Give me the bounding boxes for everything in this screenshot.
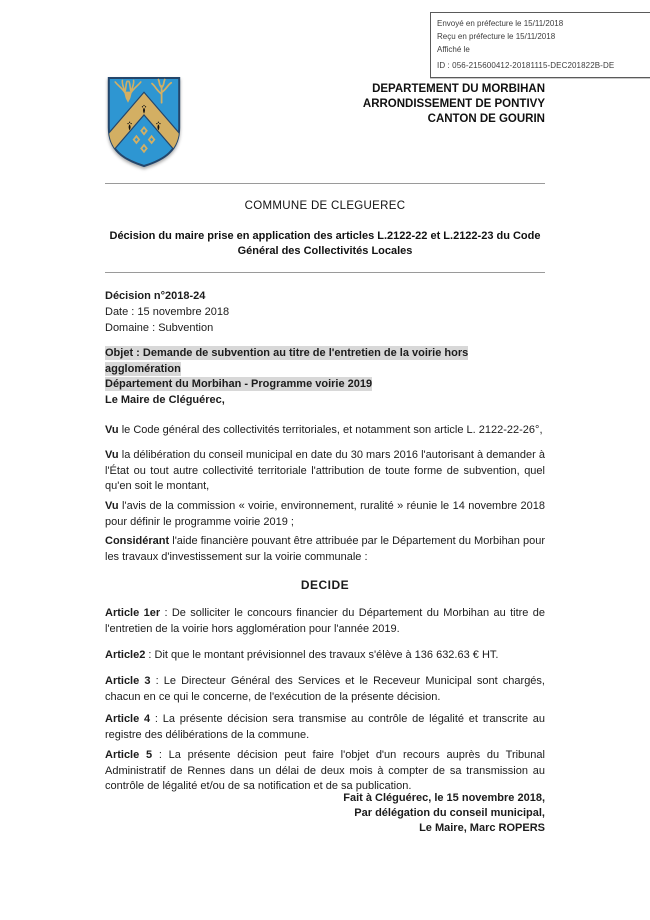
considerant-lead: Considérant <box>105 535 170 547</box>
article-5 <box>105 748 545 795</box>
article-1-text: : De solliciter le concours financier du Département du Morbihan au titre de l'entretien de la voirie hors agglomération pour l'année 2019. <box>105 607 546 635</box>
vu-paragraph-1 <box>105 423 545 439</box>
stamp-received-line: Reçu en préfecture le 15/11/2018 <box>437 32 556 41</box>
article-3-text: : Le Directeur Général des Services et le Receveur Municipal sont chargés, chacun en ce qui le concerne, de l'exécution de la présente décision. <box>105 675 545 703</box>
article-1-lead: Article 1er <box>105 607 161 619</box>
vu-text-1: le Code général des collectivités territoriales, et notamment son article L. 2122-22-26°, <box>118 424 543 436</box>
article-5-text: : La présente décision peut faire l'objet d'un recours auprès du Tribunal Administratif de Rennes dans un délai de deux mois à compter de sa transmission au contrôle de légalité et/ou de sa notification et de sa publication. <box>105 749 545 792</box>
decision-domain: Domaine : Subvention <box>105 322 214 334</box>
decision-object <box>105 346 547 393</box>
considerant-paragraph <box>105 534 545 565</box>
vu-paragraph-2 <box>105 448 545 495</box>
considerant-text: l'aide financière pouvant être attribuée par le Département du Morbihan pour les travaux d'investissement sur la voirie communale : <box>105 535 545 563</box>
stamp-posted-line: Affiché le <box>437 45 470 54</box>
document-subtitle <box>105 229 545 259</box>
article-3-lead: Article 3 <box>105 675 151 687</box>
subtitle-line-2: Général des Collectivités Locales <box>237 245 413 257</box>
vu-lead-2: Vu <box>105 449 119 461</box>
stamp-sent-line: Envoyé en préfecture le 15/11/2018 <box>437 19 564 28</box>
commune-title: COMMUNE DE CLEGUEREC <box>244 200 406 212</box>
vu-text-3: l'avis de la commission « voirie, environnement, ruralité » réunie le 14 novembre 2018 pour définir le programme voirie 2019 ; <box>105 500 545 528</box>
department-line: DEPARTEMENT DU MORBIHAN <box>372 83 545 95</box>
article-4-text: : La présente décision sera transmise au contrôle de légalité et transcrite au registre des délibérations de la commune. <box>105 713 545 741</box>
horizontal-rule-top <box>105 183 545 184</box>
object-line-2: Département du Morbihan - Programme voirie 2019 <box>105 378 373 390</box>
signature-name: Le Maire, Marc ROPERS <box>419 822 545 834</box>
signature-place-date: Fait à Cléguérec, le 15 novembre 2018, <box>343 792 545 804</box>
article-5-lead: Article 5 <box>105 749 153 761</box>
canton-line: CANTON DE GOURIN <box>427 113 545 125</box>
stamp-id-line: ID : 056-215600412-20181115-DEC201822B-DE <box>437 61 615 70</box>
article-2-text: : Dit que le montant prévisionnel des travaux s'élève à 136 632.63 € HT. <box>145 649 499 661</box>
article-4-lead: Article 4 <box>105 713 151 725</box>
decision-date: Date : 15 novembre 2018 <box>105 306 230 318</box>
signature-block <box>105 791 545 836</box>
decision-number: Décision n°2018-24 <box>105 290 206 302</box>
subtitle-line-1: Décision du maire prise en application des articles L.2122-22 et L.2122-23 du Code <box>109 230 541 242</box>
article-4 <box>105 712 545 743</box>
vu-text-2: la délibération du conseil municipal en date du 30 mars 2016 l'autorisant à demander à l'État ou tout autre collectivité territoriale l'attribution de toute forme de subvention, quel qu'en soit le montant, <box>105 449 545 492</box>
decision-metadata <box>105 288 545 336</box>
administrative-header <box>105 82 545 127</box>
signature-delegation: Par délégation du conseil municipal, <box>354 807 545 819</box>
vu-lead-3: Vu <box>105 500 119 512</box>
article-3 <box>105 674 545 705</box>
horizontal-rule-bottom <box>105 272 545 273</box>
article-2 <box>105 648 545 664</box>
object-line-1: Objet : Demande de subvention au titre de l'entretien de la voirie hors agglomération <box>105 347 469 375</box>
salutation: Le Maire de Cléguérec, <box>105 394 225 406</box>
article-2-lead: Article2 <box>105 649 146 661</box>
vu-lead-1: Vu <box>105 424 119 436</box>
arrondissement-line: ARRONDISSEMENT DE PONTIVY <box>362 98 545 110</box>
article-1 <box>105 606 545 637</box>
vu-paragraph-3 <box>105 499 545 530</box>
prefecture-stamp-box <box>430 12 650 78</box>
decide-heading: DECIDE <box>300 578 350 592</box>
